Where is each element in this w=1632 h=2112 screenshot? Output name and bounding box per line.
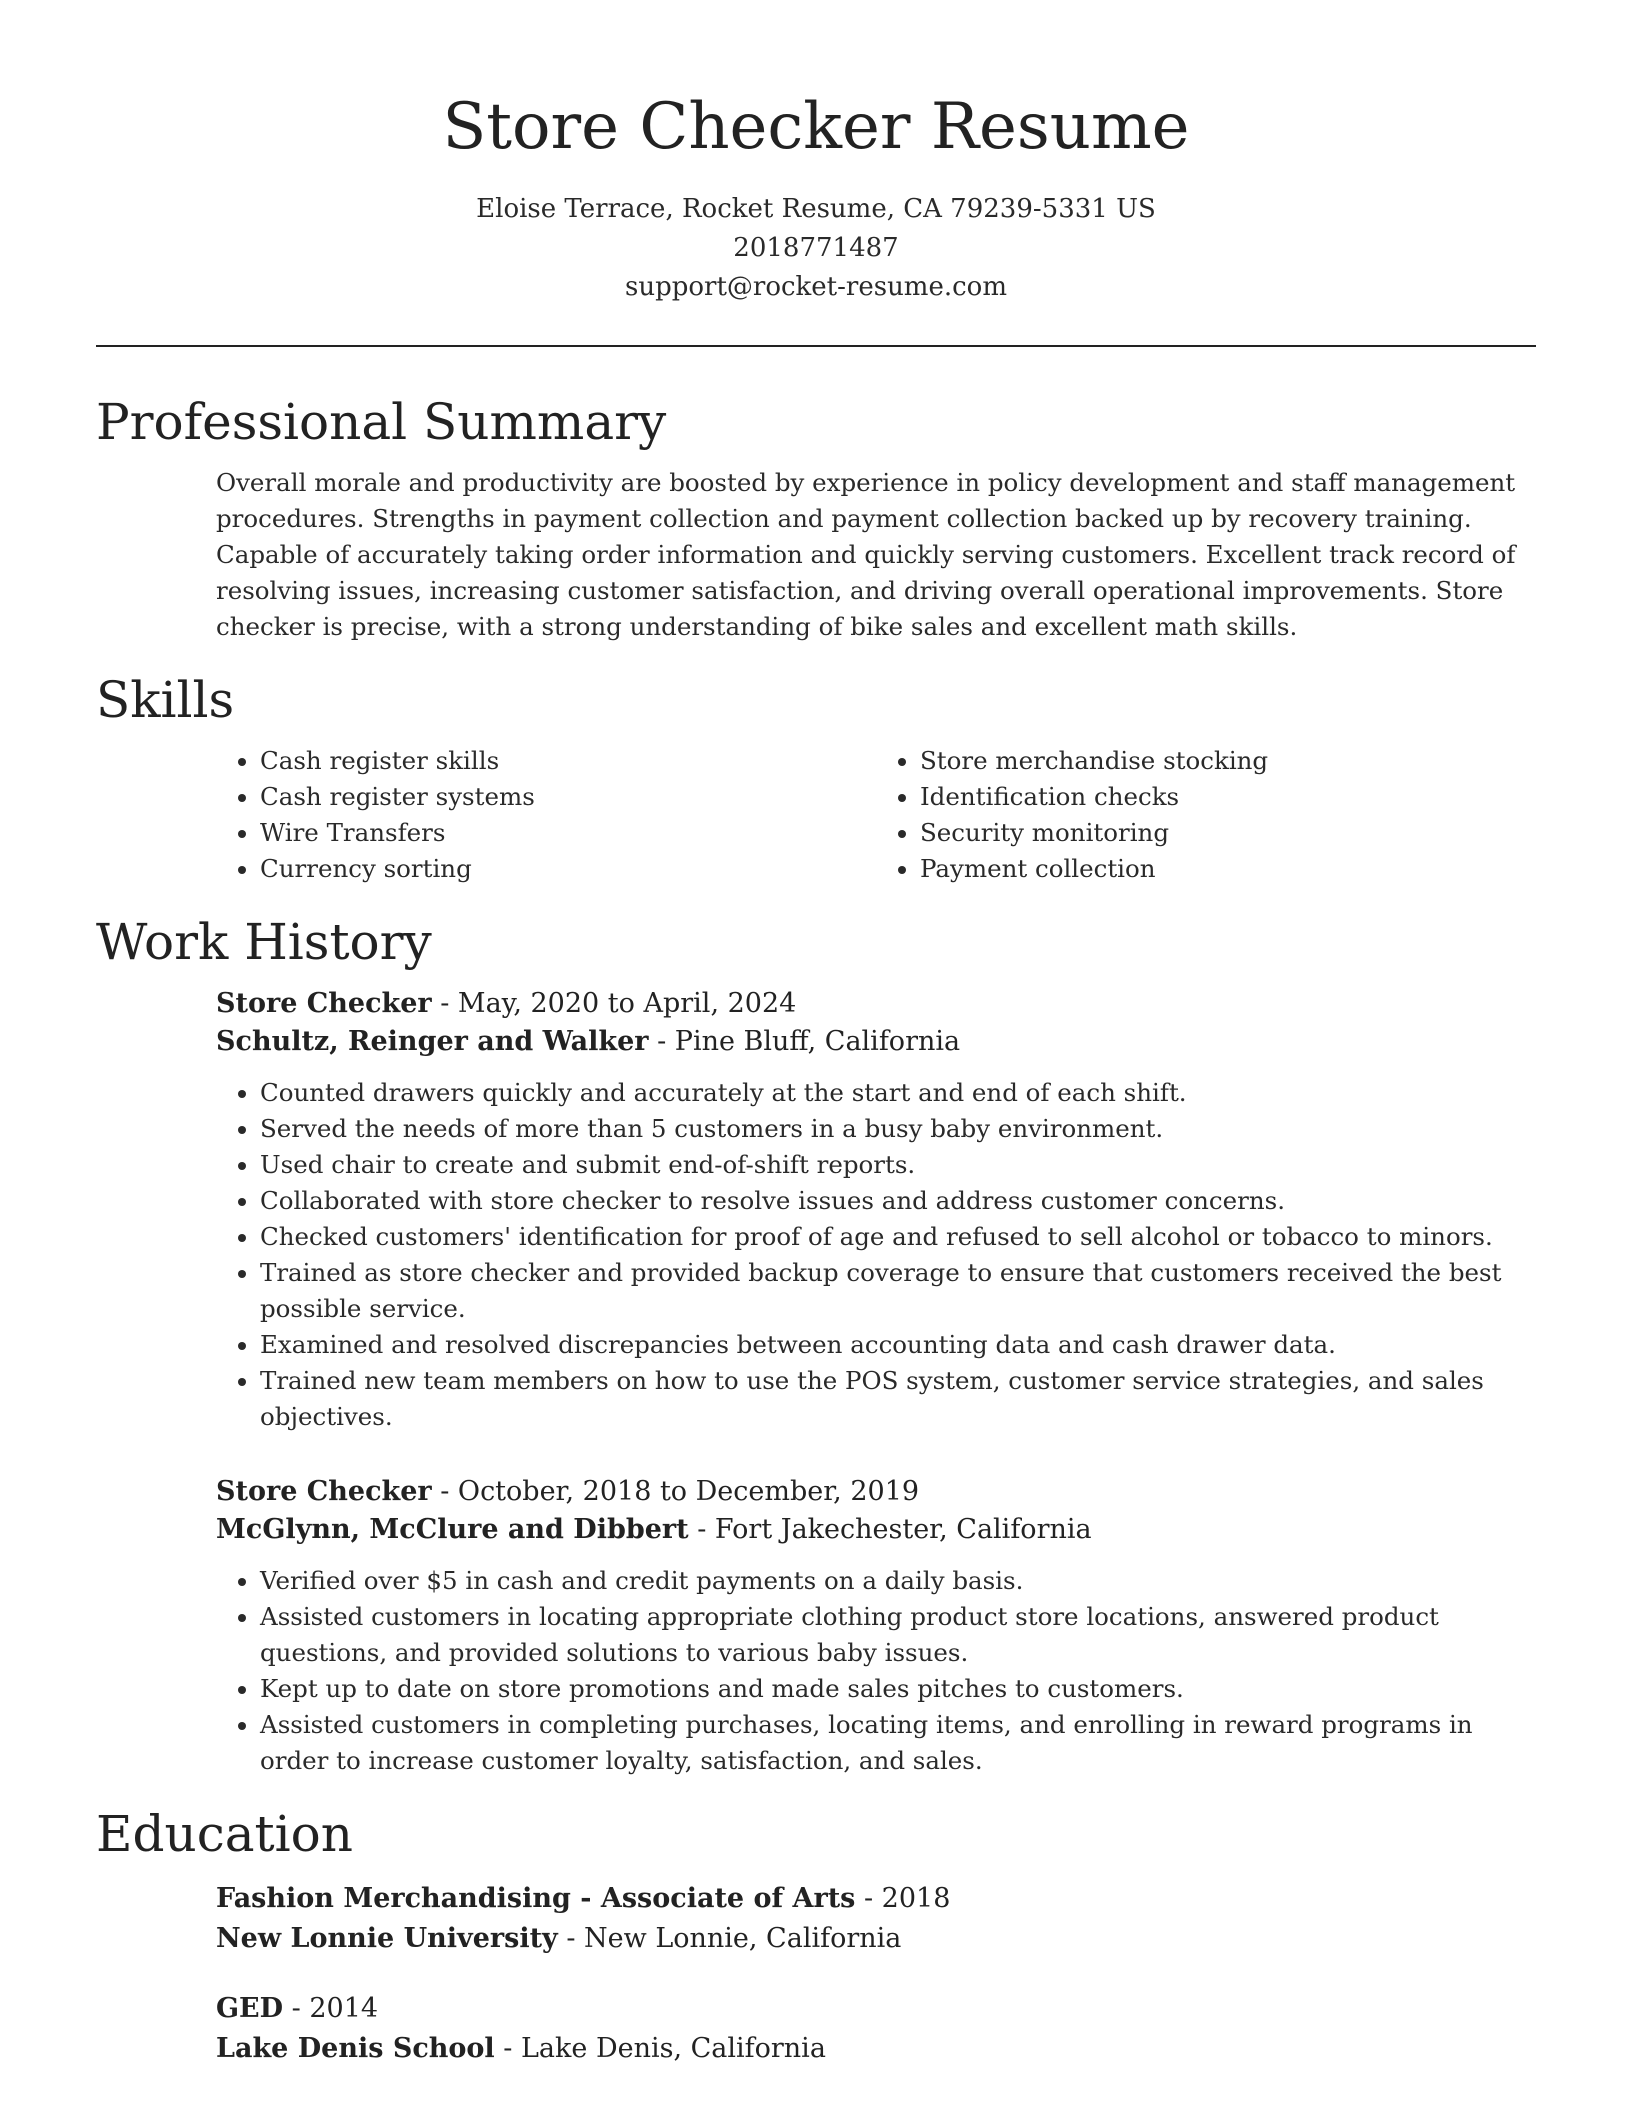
skills-grid [216,743,1536,887]
contact-info [96,190,1536,307]
job-company: Schultz, Reinger and Walker [216,1026,649,1057]
job-company: McGlynn, McClure and Dibbert [216,1514,689,1545]
skill-item: • Security monitoring [920,815,1536,851]
job-bullets [216,1075,1536,1435]
resume-page [96,0,1536,2069]
job-title-line [216,1473,1536,1511]
job-role: Store Checker [216,988,432,1019]
education-year: - 2018 [855,1883,951,1914]
education-location: - Lake Denis, California [494,2033,826,2064]
job-location: - Fort Jakechester, California [688,1514,1092,1545]
skills-list-left [216,743,876,887]
job-bullet: • Trained as store checker and provided backup coverage to ensure that customers received the best possible service. [260,1255,1536,1327]
education-school-line [216,2029,1536,2069]
education-entry [216,1879,1536,1959]
address: Eloise Terrace, Rocket Resume, CA 79239-5331 US [476,194,1156,224]
job-bullet: • Served the needs of more than 5 customers in a busy baby environment. [260,1111,1536,1147]
education-school: New Lonnie University [216,1923,558,1954]
education-year: - 2014 [283,1993,379,2024]
education-degree: Fashion Merchandising - Associate of Arts [216,1883,856,1914]
education-school: Lake Denis School [216,2033,495,2064]
education-degree-line [216,1879,1536,1919]
job-dates: - May, 2020 to April, 2024 [431,988,797,1019]
job-bullet: • Verified over $5 in cash and credit payments on a daily basis. [260,1563,1536,1599]
job-bullet: • Assisted customers in locating appropriate clothing product store locations, answered product questions, and provided solutions to various baby issues. [260,1599,1536,1671]
skill-item: • Identification checks [920,779,1536,815]
resume-header [96,0,1536,307]
email: support@rocket-resume.com [624,272,1007,302]
work-history-heading: Work History [96,913,432,971]
education-degree-line [216,1989,1536,2029]
job-role: Store Checker [216,1476,432,1507]
job-entry [216,1473,1536,1779]
resume-title: Store Checker Resume [442,90,1190,164]
summary-section [96,391,1536,645]
education-section [96,1803,1536,2069]
job-entry [216,985,1536,1435]
skills-heading: Skills [96,671,235,729]
phone: 2018771487 [733,233,899,263]
skills-section [96,669,1536,887]
education-degree: GED [216,1993,284,2024]
job-bullet: • Counted drawers quickly and accurately at the start and end of each shift. [260,1075,1536,1111]
work-history-section [96,911,1536,1779]
job-bullet: • Collaborated with store checker to resolve issues and address customer concerns. [260,1183,1536,1219]
skill-item: • Payment collection [920,851,1536,887]
job-bullet: • Kept up to date on store promotions and made sales pitches to customers. [260,1671,1536,1707]
education-entry [216,1989,1536,2069]
skill-item: • Wire Transfers [260,815,876,851]
education-school-line [216,1919,1536,1959]
job-location: - Pine Bluff, California [648,1026,961,1057]
skills-list-right [876,743,1536,887]
skill-item: • Cash register systems [260,779,876,815]
header-divider [96,345,1536,347]
job-bullet: • Trained new team members on how to use the POS system, customer service strategies, and sales objectives. [260,1363,1536,1435]
job-company-line [216,1511,1536,1549]
job-bullet: • Checked customers' identification for proof of age and refused to sell alcohol or tobacco to minors. [260,1219,1536,1255]
job-company-line [216,1023,1536,1061]
job-bullets [216,1563,1536,1779]
summary-heading: Professional Summary [96,393,667,451]
skill-item: • Store merchandise stocking [920,743,1536,779]
job-bullet: • Used chair to create and submit end-of-shift reports. [260,1147,1536,1183]
skill-item: • Cash register skills [260,743,876,779]
skill-item: • Currency sorting [260,851,876,887]
summary-text: Overall morale and productivity are boosted by experience in policy development and staff management procedures. Strengths in payment collection and payment collection backed up by recovery training. Capable of accurately taking order information and quickly serving customers. Excellent track record of resolving issues, increasing customer satisfaction, and driving overall operational improvements. Store checker is precise, with a strong understanding of bike sales and excellent math skills. [216,468,1516,641]
job-title-line [216,985,1536,1023]
job-dates: - October, 2018 to December, 2019 [431,1476,920,1507]
job-bullet: • Examined and resolved discrepancies between accounting data and cash drawer data. [260,1327,1536,1363]
job-bullet: • Assisted customers in completing purchases, locating items, and enrolling in reward programs in order to increase customer loyalty, satisfaction, and sales. [260,1707,1536,1779]
education-heading: Education [96,1805,353,1863]
education-location: - New Lonnie, California [557,1923,902,1954]
